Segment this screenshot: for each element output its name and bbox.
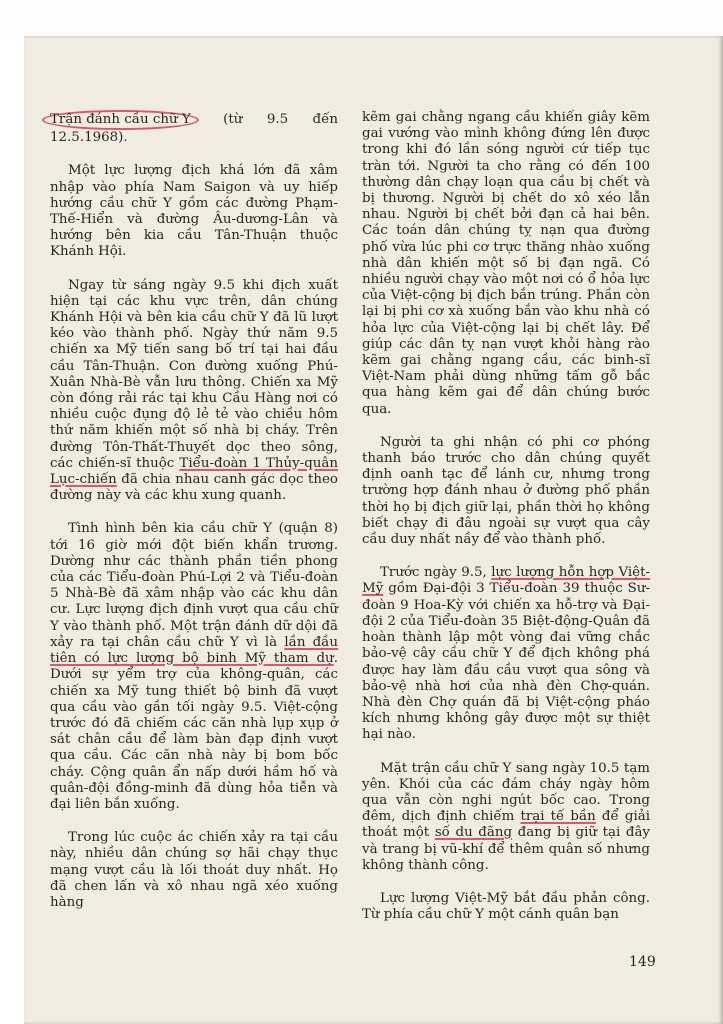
underlined-phrase: lực lượng hỗn hợp Việt-Mỹ <box>362 565 651 597</box>
paragraph <box>362 761 650 874</box>
left-column <box>50 110 338 928</box>
section-heading-paragraph <box>50 110 338 146</box>
underlined-phrase: Tiểu-đoàn 1 Thủy-quân Lục-chiến <box>50 455 338 488</box>
scan-top-margin <box>0 0 723 36</box>
paragraph-text: đã chia nhau canh gác dọc theo đường này và các khu xung quanh. <box>50 472 338 504</box>
paragraph-text: gồm Đại-đội 3 Tiểu-đoàn 39 thuộc Sư-đoàn 9 Hoa-Kỳ với chiến xa hỗ-trợ và Đại-đội 2 của Tiểu-đoàn 35 Biệt-động-Quân đã hoàn thành lập một vòng đai vững chắc bảo-vệ cây cầu chữ Y để địch không phá được hay làm đầu cầu vượt qua sông và bảo-vệ nhà hơi của nhà đèn Chợ-quán. Nhà đèn Chợ quán đã bị Việt-cộng pháo kích nhưng không gây được một sự thiệt hại nào. <box>362 581 650 743</box>
paragraph <box>50 278 338 505</box>
paragraph-text: . Dưới sự yểm trợ của không-quân, các chiến xa Mỹ tung thiết bộ binh đã vượt qua cầu vào gần tối ngày 9.5. Việt-cộng trước đó đã chiếm các căn nhà lụp xụp ở sát chân cầu để làm bàn đạp định vượt qua cầu. Các căn nhà này bị bom bốc cháy. Cộng quân ẩn nấp dưới hầm hố và quân-đội đồng-minh đã dùng hỏa tiễn và đại liên bắn xuống. <box>50 651 338 812</box>
underlined-phrase: số du đãng <box>434 825 513 841</box>
paragraph-text: Mặt trận cầu chữ Y sang ngày 10.5 tạm yên. Khói của các đám cháy ngày hôm qua vẫn còn nghi ngút bốc cao. Trong đêm, dịch định chiếm <box>362 760 650 825</box>
paragraph: Lực lượng Việt-Mỹ bắt đầu phản công. Từ phía cầu chữ Y một cánh quân bạn <box>362 890 650 923</box>
paragraph-text: Ngay từ sáng ngày 9.5 khi địch xuất hiện tại các khu vực trên, dân chúng Khánh Hội và bên kia cầu chữ Y đã lũ lượt kéo vào thành phố. Ngày thứ năm 9.5 chiến xa Mỹ tiến sang bố trí tại hai đầu cầu Tân-Thuận. Con đường xuống Phú-Xuân Nhà-Bè vẫn lưu thông. Chiến xa Mỹ còn đóng rải rác tại khu Cầu Hàng nơi có nhiều cuộc đụng độ lẻ tẻ vào chiều hôm thứ năm khiến một số nhà bị cháy. Trên đường Tôn-Thất-Thuyết dọc theo sông, các chiến-sĩ thuộc <box>50 277 338 471</box>
underlined-phrase: lần đầu tiên có lực lượng bộ binh Mỹ tham dự <box>50 634 339 667</box>
paragraph: Một lực lượng địch khá lớn đã xâm nhập vào phía Nam Saigon và uy hiếp hướng cầu chữ Y gồm các đường Phạm-Thế-Hiển và đường Âu-dương-Lân và hướng bên kia cầu Tân-Thuận thuộc Khánh Hội. <box>50 163 338 260</box>
paragraph: kẽm gai chằng ngang cầu khiến giây kẽm gai vướng vào mình không đứng lên được trong khi đó lần sóng người cứ tiếp tục tràn tới. Người ta cho rằng có đến 100 thường dân chạy loạn qua cầu bị chết và bị thương. Người bị chết do xô xéo lẫn nhau. Người bị chết bởi đạn cả hai bên. Các toán dân chúng tỵ nạn qua đường phố vừa lúc phi cơ trực thăng nhào xuống nhà dân khiến một số bị đạn ngã. Có nhiều người chạy vào một nơi có ổ hỏa lực của Việt-cộng bị địch bắn trúng. Phần còn lại bị phi cơ xà xuống bắn vào khu nhà có hỏa lực của Việt-cộng lại bị chết lây. Để giúp các dân tỵ nạn vượt khỏi hàng rào kẽm gai chằng ngang cầu, các binh-sĩ Việt-Nam phải dùng những tấm gỗ bắc qua hàng kẽm gai để dân chúng bước qua. <box>362 110 650 417</box>
paragraph: Trong lúc cuộc ác chiến xảy ra tại cầu này, nhiều dân chúng sợ hãi chạy thục mạng vượt cầu là lối thoát duy nhất. Họ đã chen lấn và xô nhau ngã xéo xuống hàng <box>50 830 338 910</box>
paragraph-text: để giải thoát một <box>362 809 651 841</box>
paragraph-text: Tình hình bên kia cầu chữ Y (quận 8) tới 16 giờ mới đột biến khẩn trương. Dường như các thành phần tiền phong của các Tiểu-đoàn Phú-Lợi 2 và Tiểu-đoàn 5 Nhà-Bè đã xâm nhập vào các khu dân cư. Lực lượng địch định vượt qua cầu chữ Y vào thành phố. Một trận đánh dữ dội đã xảy ra tại chân cầu chữ Y vì là <box>50 521 338 650</box>
paragraph <box>50 521 338 813</box>
title-date-range: (từ 9.5 đến 12.5.1968). <box>50 112 338 146</box>
paragraph-text: đang bị giữ tại đây và trang bị vũ-khí để thêm quân số nhưng không thành công. <box>362 825 650 873</box>
paragraph: Người ta ghi nhận có phi cơ phóng thanh báo trước cho dân chúng quyết định oanh tạc để lánh cư, nhưng trong trường hợp đánh nhau ở đường phố phần thời họ bị địch giữ lại, phần thời họ không biết chạy đi đâu ngoài sự vượt qua cây cầu duy nhất nầy để vào thành phố. <box>362 434 650 548</box>
page-number: 149 <box>629 954 656 970</box>
right-column <box>362 110 650 940</box>
paragraph-text: Trước ngày 9.5, <box>380 565 492 581</box>
circled-title: Trận đánh cầu chữ Y <box>42 110 199 130</box>
paragraph <box>362 565 650 743</box>
underlined-phrase: trại tế bần <box>520 809 596 825</box>
